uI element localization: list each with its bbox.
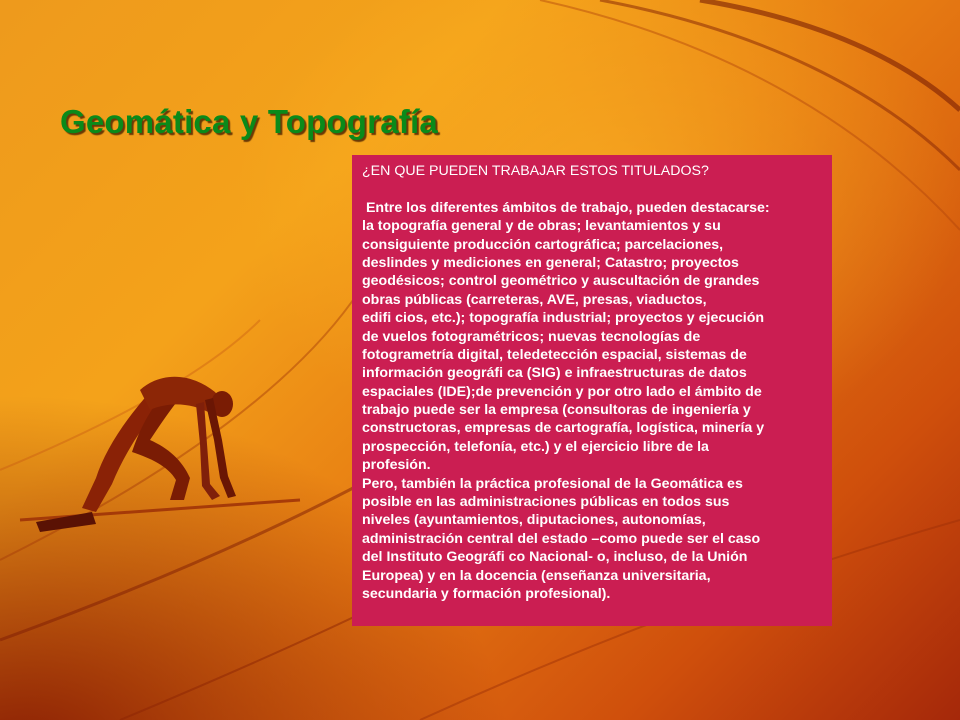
text-line: administración central del estado –como puede ser el caso bbox=[362, 530, 761, 547]
text-line: Europea) y en la docencia (enseñanza universitaria, bbox=[362, 567, 711, 584]
text-line: trabajo puede ser la empresa (consultoras de ingeniería y bbox=[362, 402, 751, 419]
text-line: niveles (ayuntamientos, diputaciones, autonomías, bbox=[362, 512, 706, 529]
text-line: consiguiente producción cartográfica; parcelaciones, bbox=[362, 236, 724, 253]
text-line: profesión. bbox=[362, 457, 431, 474]
text-line: constructoras, empresas de cartografía, logística, minería y bbox=[362, 420, 765, 437]
text-line: del Instituto Geográfi co Nacional- o, incluso, de la Unión bbox=[362, 549, 748, 566]
text-line: la topografía general y de obras; levantamientos y su bbox=[362, 218, 721, 235]
slide-title: Geomática y Topografía bbox=[60, 103, 438, 140]
text-line: de vuelos fotogramétricos; nuevas tecnologías de bbox=[362, 328, 701, 345]
text-line: espaciales (IDE);de prevención y por otro lado el ámbito de bbox=[362, 383, 762, 400]
start-line bbox=[20, 500, 300, 520]
text-box-heading: ¿EN QUE PUEDEN TRABAJAR ESTOS TITULADOS? bbox=[362, 163, 709, 179]
text-line: información geográfi ca (SIG) e infraestructuras de datos bbox=[362, 365, 747, 382]
text-line: Pero, también la práctica profesional de la Geomática es bbox=[362, 475, 743, 492]
text-line: secundaria y formación profesional). bbox=[362, 585, 611, 602]
info-text-box bbox=[352, 155, 832, 626]
blank-line bbox=[362, 180, 832, 198]
text-line: Entre los diferentes ámbitos de trabajo, pueden destacarse: bbox=[362, 199, 770, 216]
track-arc-2 bbox=[700, 0, 960, 110]
text-line: posible en las administraciones públicas en todos sus bbox=[362, 494, 730, 511]
text-line: obras públicas (carreteras, AVE, presas, viaductos, bbox=[362, 291, 707, 308]
text-line: deslindes y mediciones en general; Catastro; proyectos bbox=[362, 254, 739, 271]
text-line: edifi cios, etc.); topografía industrial; proyectos y ejecución bbox=[362, 310, 765, 327]
starting-block bbox=[36, 512, 96, 532]
text-line: geodésicos; control geométrico y auscultación de grandes bbox=[362, 273, 760, 290]
text-line: fotogrametría digital, teledetección espacial, sistemas de bbox=[362, 346, 747, 363]
text-line: prospección, telefonía, etc.) y el ejercicio libre de la bbox=[362, 438, 709, 455]
track-arc-1 bbox=[600, 0, 960, 170]
